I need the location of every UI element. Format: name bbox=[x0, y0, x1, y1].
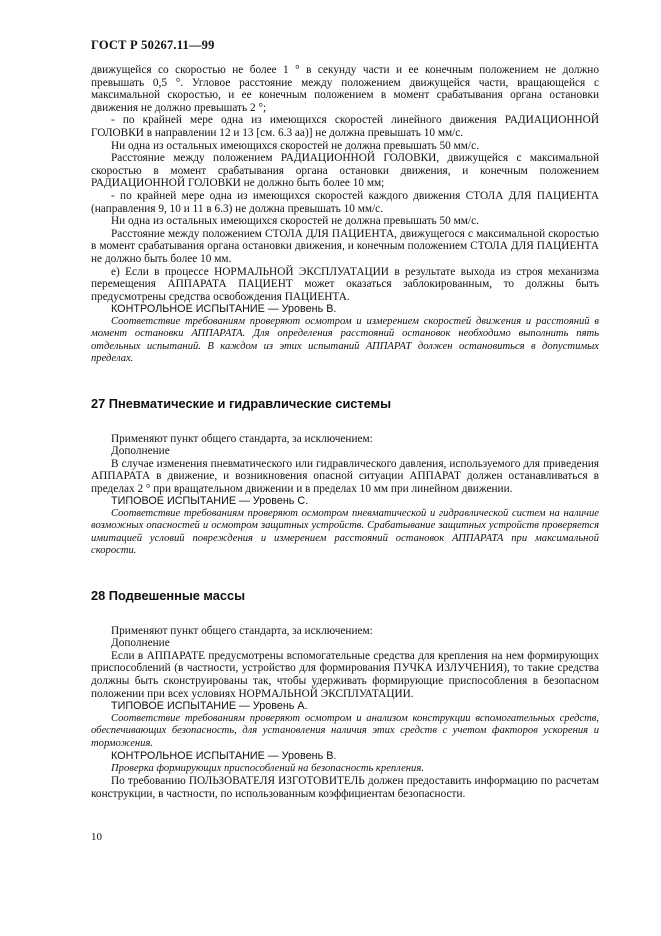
intro-compliance-note: Соответствие требованиям проверяют осмотром и измерением скоростей движения и расстояний в момент остановки АППАРАТА. Для определения расстояний остановок необходимо выполнить пять отдельных испытаний. В каждом из этих испытаний АППАРАТ должен остановиться в допустимых пределах. bbox=[91, 315, 599, 365]
intro-para-1: движущейся со скоростью не более 1 ° в секунду части и ее конечным положением не должно превышать 0,5 °. Угловое расстояние между положением движущейся части, вращающейся с максимальной скоростью, и ее конечным положением в момент срабатывания органа остановки движения не должно превышать 2 °; bbox=[91, 64, 599, 114]
intro-test-label: КОНТРОЛЬНОЕ ИСПЫТАНИЕ — Уровень В. bbox=[111, 303, 337, 316]
section-27-body: В случае изменения пневматического или гидравлического давления, используемого для приведения АППАРАТА в движение, и возникновения опасной ситуации АППАРАТ должен останавливаться в пределах 2 ° при вращательном движении и в пределах 10 мм при линейном движении. bbox=[91, 457, 599, 495]
section-28-body: Если в АППАРАТЕ предусмотрены вспомогательные средства для крепления на нем формирующих приспособлений (в частности, устройство для формирования ПУЧКА ИЗЛУЧЕНИЯ), то такие средства должны быть сконструированы так, чтобы удерживать формирующие приспособления в безопасном положении при всех условиях НОРМАЛЬНОЙ ЭКСПЛУАТАЦИИ. bbox=[91, 649, 599, 700]
section-28-final: По требованию ПОЛЬЗОВАТЕЛЯ ИЗГОТОВИТЕЛЬ должен предоставить информацию по расчетам конструкции, в частности, по использованным коэффициентам безопасности. bbox=[91, 775, 599, 800]
page-number: 10 bbox=[91, 831, 102, 843]
section-27-applies: Применяют пункт общего стандарта, за исключением: bbox=[111, 432, 373, 445]
intro-para-3: Ни одна из остальных имеющихся скоростей не должна превышать 50 мм/с. bbox=[111, 139, 479, 152]
section-27-test-label: ТИПОВОЕ ИСПЫТАНИЕ — Уровень С. bbox=[111, 495, 309, 508]
section-28-test-label-1: ТИПОВОЕ ИСПЫТАНИЕ — Уровень А. bbox=[111, 700, 308, 713]
intro-para-8: е) Если в процессе НОРМАЛЬНОЙ ЭКСПЛУАТАЦИИ в результате выхода из строя механизма перемещения АППАРАТА ПАЦИЕНТ может оказаться заблокированным, то должны быть предусмотрены средства освобождения ПАЦИЕНТА. bbox=[91, 265, 599, 303]
section-28-compliance-note-2: Проверка формирующих приспособлений на безопасность крепления. bbox=[111, 762, 424, 774]
section-27-heading: 27 Пневматические и гидравлические системы bbox=[91, 395, 392, 411]
section-28-applies: Применяют пункт общего стандарта, за исключением: bbox=[111, 624, 373, 637]
intro-para-6: Ни одна из остальных имеющихся скоростей не должна превышать 50 мм/с. bbox=[111, 215, 479, 228]
standard-header: ГОСТ Р 50267.11—99 bbox=[91, 38, 215, 52]
intro-para-7: Расстояние между положением СТОЛА ДЛЯ ПАЦИЕНТА, движущегося с максимальной скоростью в момент срабатывания органа остановки движения, и конечным положением СТОЛА ДЛЯ ПАЦИЕНТА не должно быть более 10 мм. bbox=[91, 227, 599, 265]
document-page bbox=[91, 38, 599, 800]
section-27-compliance-note: Соответствие требованиям проверяют осмотром пневматической и гидравлической систем на наличие возможных опасностей и осмотром защитных устройств. Срабатывание защитных устройств проверяется имитацией условий повреждения и измерением расстояний остановок АППАРАТА при максимальной скорости. bbox=[91, 508, 599, 557]
section-28-heading: 28 Подвешенные массы bbox=[91, 587, 245, 603]
section-28-test-label-2: КОНТРОЛЬНОЕ ИСПЫТАНИЕ — Уровень В. bbox=[111, 750, 337, 763]
intro-para-5: - по крайней мере одна из имеющихся скоростей каждого движения СТОЛА ДЛЯ ПАЦИЕНТА (направления 9, 10 и 11 в 6.3) не должна превышать 10 мм/с. bbox=[91, 189, 599, 215]
section-28-addition: Дополнение bbox=[111, 637, 170, 650]
section-27-addition: Дополнение bbox=[111, 445, 170, 458]
intro-para-4: Расстояние между положением РАДИАЦИОННОЙ ГОЛОВКИ, движущейся с максимальной скоростью в момент срабатывания органа остановки движения, и конечным положением РАДИАЦИОННОЙ ГОЛОВКИ не должно быть более 10 мм; bbox=[91, 152, 599, 190]
section-28-compliance-note-1: Соответствие требованиям проверяют осмотром и анализом конструкции вспомогательных средств, обеспечивающих безопасность, для установления наличия этих средств с учетом факторов ускорения и торможения. bbox=[91, 712, 599, 749]
intro-para-2: - по крайней мере одна из имеющихся скоростей линейного движения РАДИАЦИОННОЙ ГОЛОВКИ в направлении 12 и 13 [см. 6.3 аа)] не должна превышать 10 мм/с. bbox=[91, 114, 599, 139]
